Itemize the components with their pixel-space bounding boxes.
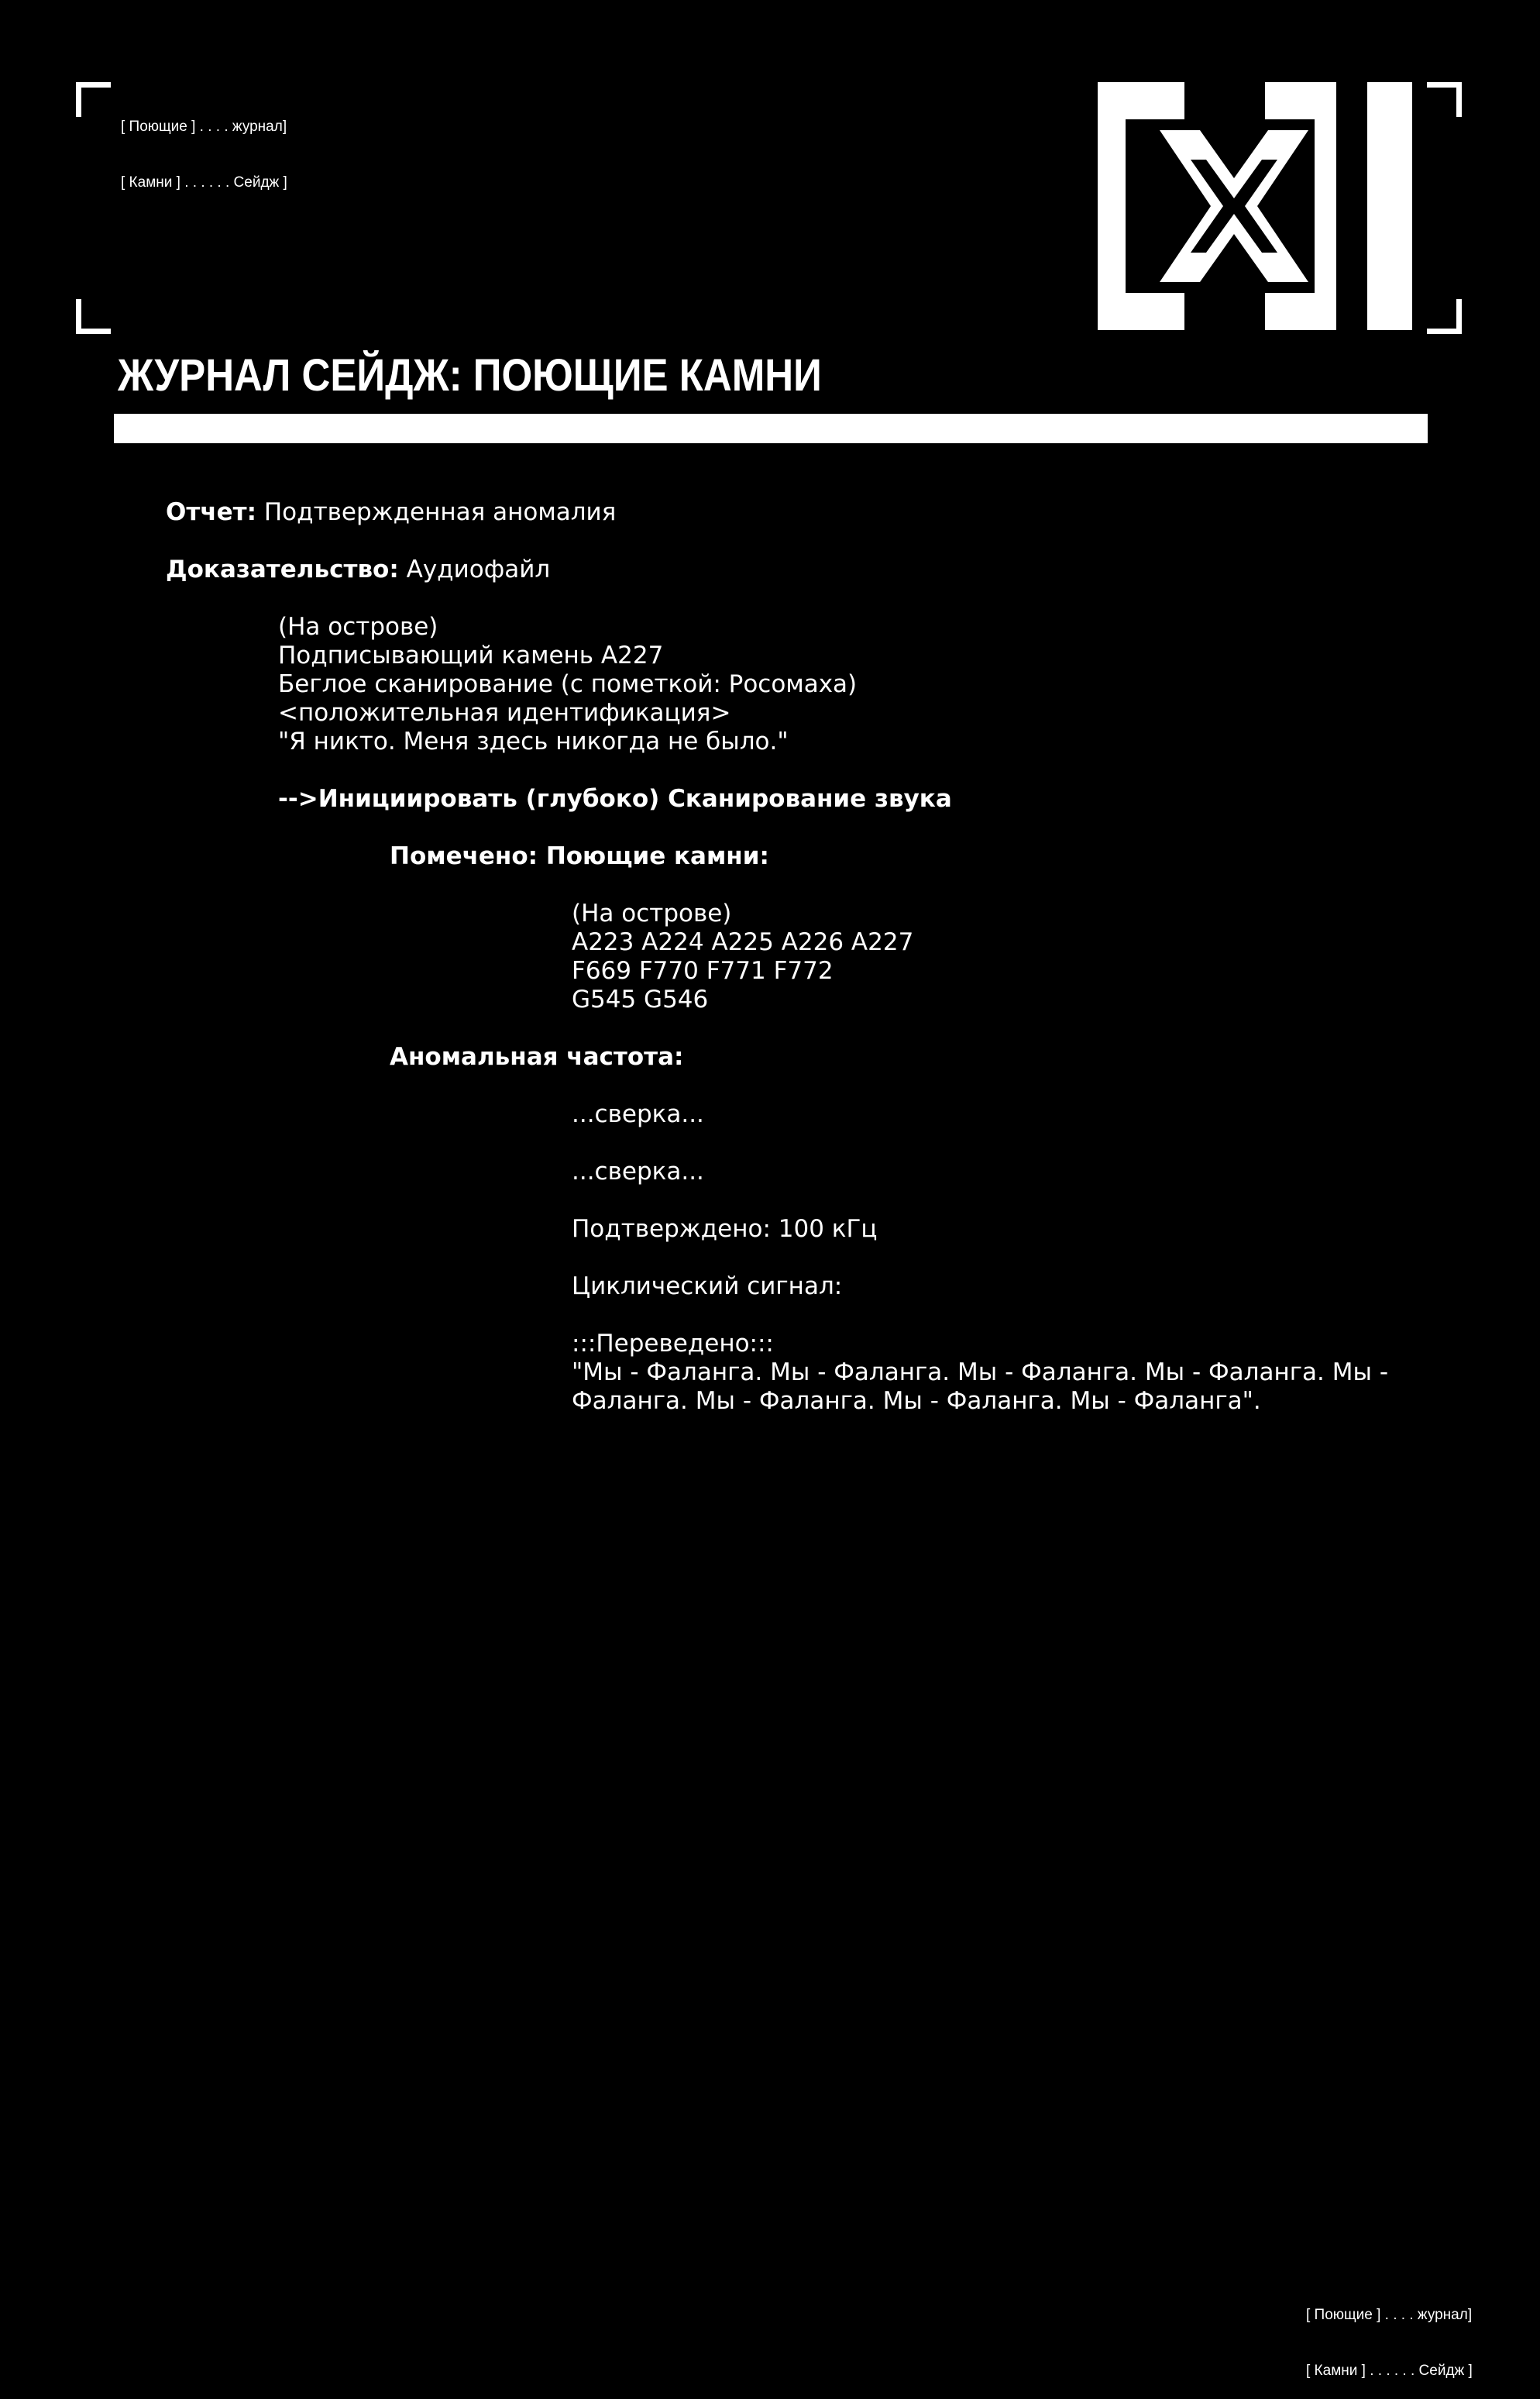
page-title: ЖУРНАЛ СЕЙДЖ: ПОЮЩИЕ КАМНИ bbox=[118, 350, 822, 401]
marked-line-4: G545 G546 bbox=[572, 986, 709, 1014]
cyclic-signal-line: Циклический сигнал: bbox=[572, 1272, 843, 1300]
corner-bracket-top-left bbox=[76, 82, 111, 117]
evidence-label: Доказательство: bbox=[166, 556, 399, 583]
confirmed-line: Подтверждено: 100 кГц bbox=[572, 1215, 878, 1243]
header-label-bottom bbox=[1306, 2269, 1473, 2399]
header-top-line-2: [ Камни ] . . . . . . Сейдж ] bbox=[121, 174, 287, 191]
corner-bracket-top-right bbox=[1427, 82, 1462, 117]
x-bracket-logo-icon bbox=[1098, 82, 1414, 330]
message-line-2: Фаланга. Мы - Фаланга. Мы - Фаланга. Мы - Фаланга". bbox=[572, 1387, 1261, 1415]
marked-line-3: F669 F770 F771 F772 bbox=[572, 957, 834, 985]
header-label-top bbox=[121, 81, 287, 211]
report-value: Подтвержденная аномалия bbox=[256, 498, 617, 526]
evidence-line-5: "Я никто. Меня здесь никогда не было." bbox=[278, 728, 789, 755]
flicker-line-1: ...сверка... bbox=[572, 1100, 704, 1128]
marked-line-2: A223 A224 A225 A226 A227 bbox=[572, 928, 914, 956]
flicker-line-2: ...сверка... bbox=[572, 1158, 704, 1186]
header-bottom-line-1: [ Поющие ] . . . . журнал] bbox=[1306, 2307, 1473, 2323]
marked-label: Помечено: Поющие камни: bbox=[390, 842, 769, 870]
report-label: Отчет: bbox=[166, 498, 256, 526]
header-bottom-line-2: [ Камни ] . . . . . . Сейдж ] bbox=[1306, 2363, 1473, 2379]
evidence-line-4: <положительная идентификация> bbox=[278, 699, 731, 727]
evidence-value: Аудиофайл bbox=[398, 556, 551, 583]
evidence-line-3: Беглое сканирование (с пометкой: Росомаха) bbox=[278, 670, 858, 698]
report-row bbox=[166, 497, 616, 527]
marked-line-1: (На острове) bbox=[572, 900, 732, 928]
evidence-row bbox=[166, 555, 550, 584]
frequency-label: Аномальная частота: bbox=[390, 1043, 684, 1071]
message-line-1: "Мы - Фаланга. Мы - Фаланга. Мы - Фаланга. Мы - Фаланга. Мы - bbox=[572, 1358, 1388, 1386]
corner-bracket-bottom-left bbox=[76, 299, 111, 334]
evidence-line-1: (На острове) bbox=[278, 613, 438, 641]
scan-heading: -->Инициировать (глубоко) Сканирование звука bbox=[278, 785, 952, 813]
header-top-line-1: [ Поющие ] . . . . журнал] bbox=[121, 119, 287, 135]
corner-bracket-bottom-right bbox=[1427, 299, 1462, 334]
evidence-line-2: Подписывающий камень A227 bbox=[278, 642, 664, 669]
translated-line: :::Переведено::: bbox=[572, 1330, 774, 1358]
title-underline-bar bbox=[114, 414, 1428, 443]
